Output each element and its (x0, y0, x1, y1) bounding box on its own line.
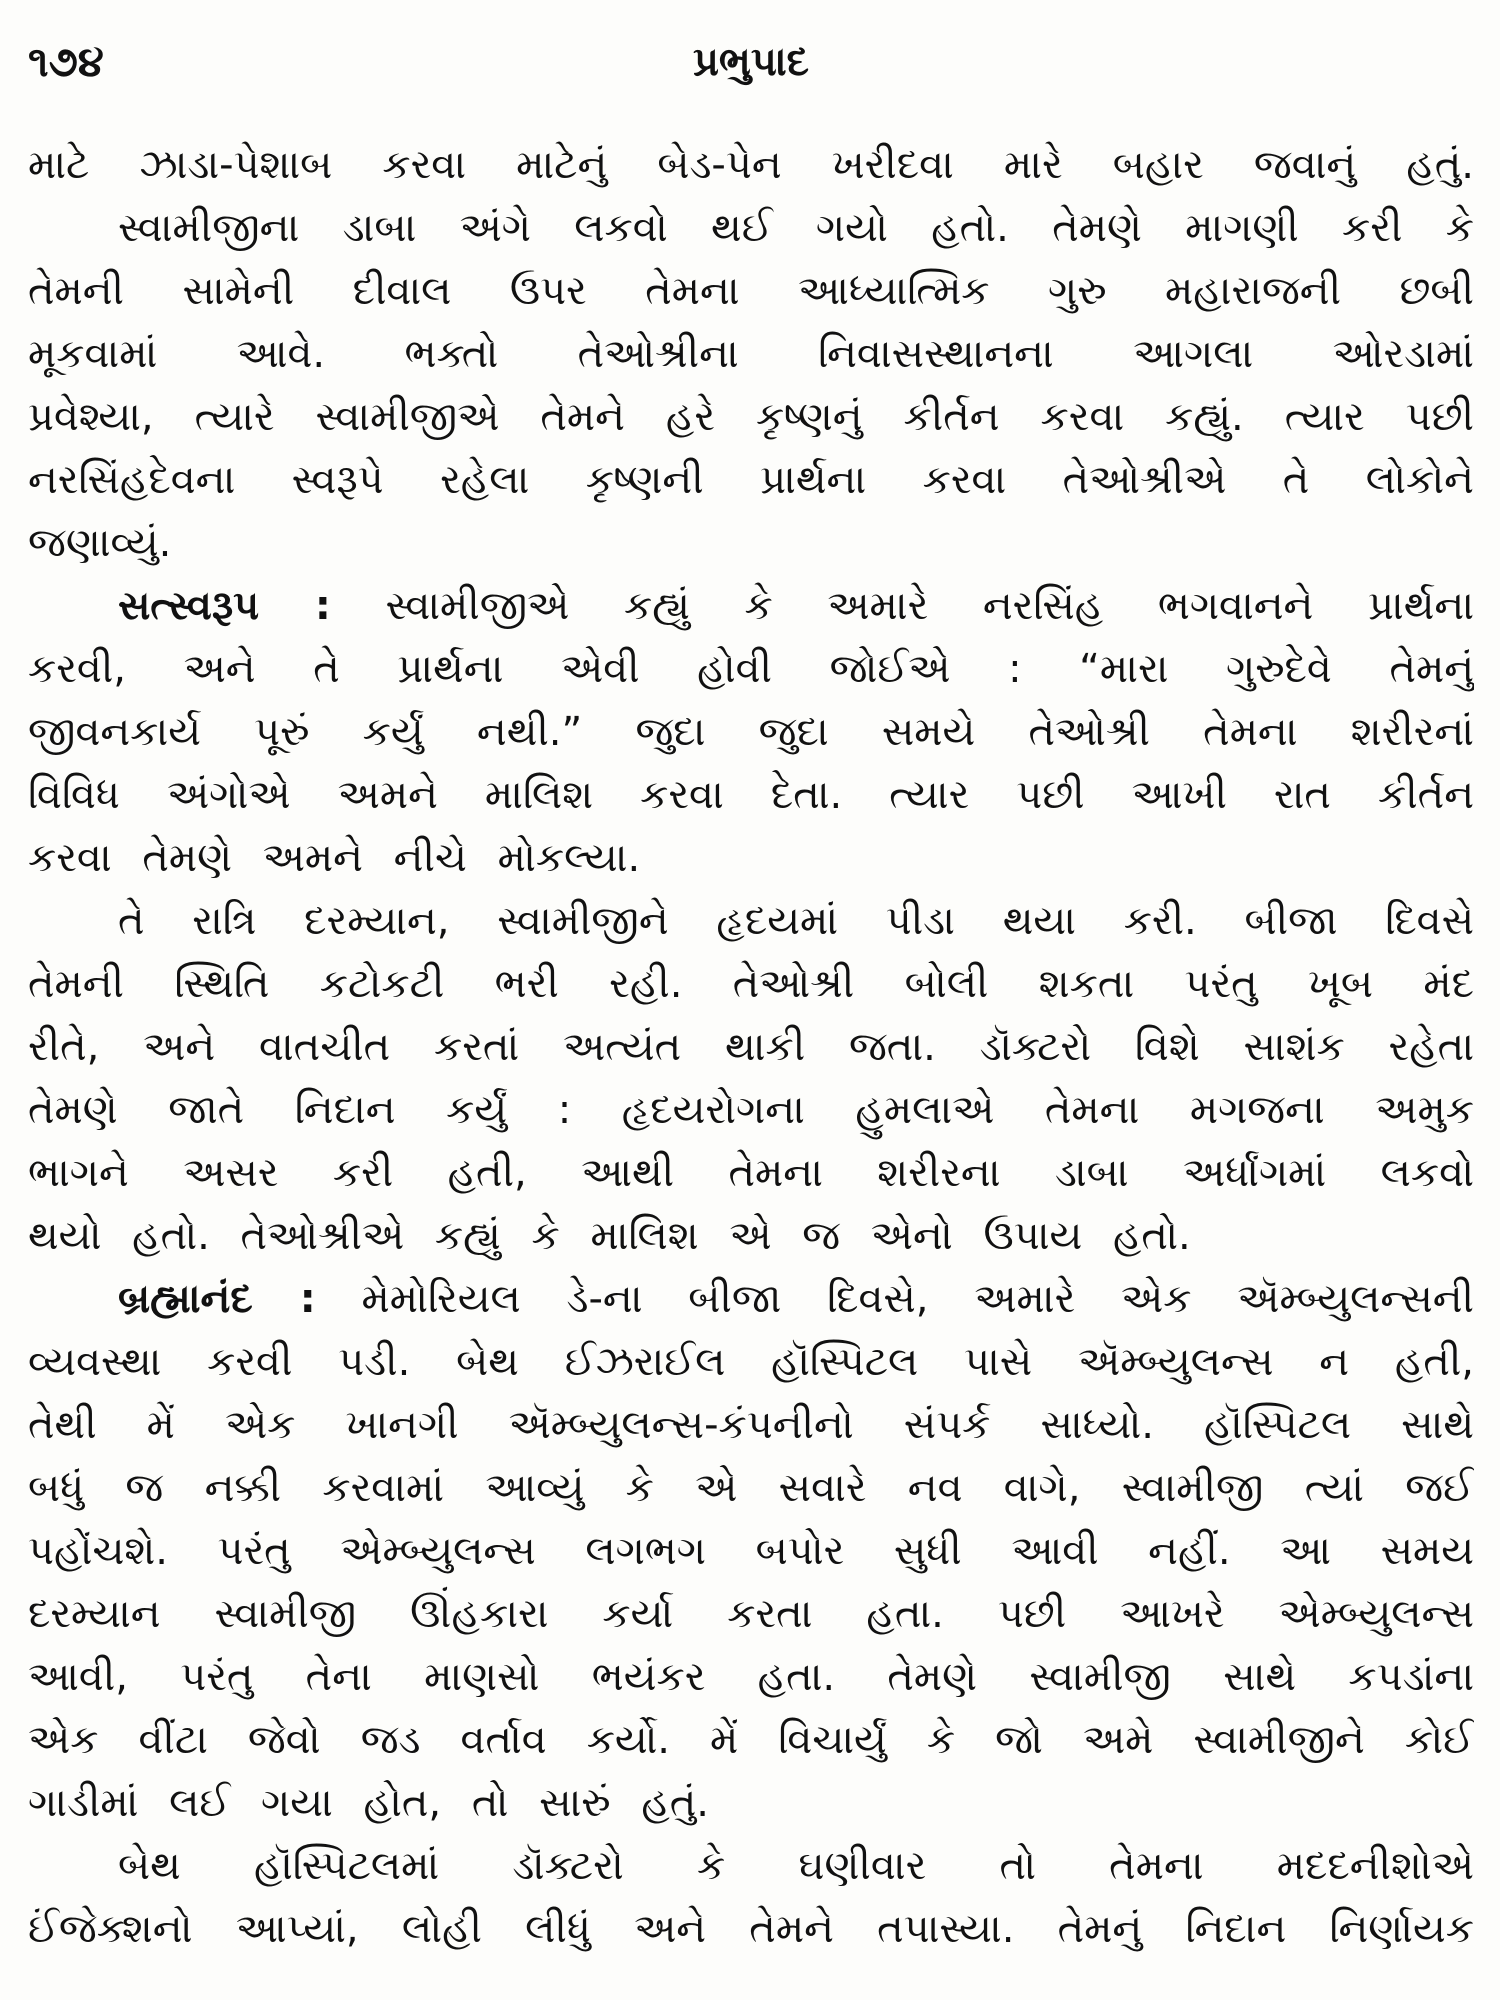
line-text: રીતે, અને વાતચીત કરતાં અત્યંત થાકી જતા. ડૉક્ટરો વિશે સાશંક રહેતા (28, 1024, 1474, 1070)
text-line (28, 1331, 1474, 1394)
text-line (28, 701, 1474, 764)
line-text: વિવિધ અંગોએ અમને માલિશ કરવા દેતા. ત્યાર પછી આખી રાત કીર્તન (28, 772, 1474, 818)
line-text: જણાવ્યું. (28, 520, 172, 566)
line-text: થયો હતો. તેઓશ્રીએ કહ્યું કે માલિશ એ જ એનો ઉપાય હતો. (28, 1213, 1191, 1259)
text-line (28, 1142, 1474, 1205)
text-line (28, 323, 1474, 386)
line-text: નરસિંહદેવના સ્વરૂપે રહેલા કૃષ્ણની પ્રાર્થના કરવા તેઓશ્રીએ તે લોકોને (28, 457, 1474, 503)
line-text: બધું જ નક્કી કરવામાં આવ્યું કે એ સવારે નવ વાગે, સ્વામીજી ત્યાં જઈ (28, 1465, 1474, 1511)
text-line (28, 1394, 1474, 1457)
text-line (28, 449, 1474, 512)
text-line (28, 764, 1474, 827)
text-line (28, 1079, 1474, 1142)
line-text: ઈંજેક્શનો આપ્યાં, લોહી લીધું અને તેમને તપાસ્યા. તેમનું નિદાન નિર્ણાયક (28, 1906, 1474, 1952)
text-line (28, 575, 1474, 638)
text-line (28, 1898, 1474, 1961)
page-number: ૧૭૪ (28, 37, 104, 86)
line-text: તેથી મેં એક ખાનગી ઍમ્બ્યુલન્સ-કંપનીનો સંપર્ક સાધ્યો. હૉસ્પિટલ સાથે (28, 1402, 1474, 1448)
line-text: તે રાત્રિ દરમ્યાન, સ્વામીજીને હૃદયમાં પીડા થયા કરી. બીજા દિવસે (118, 898, 1474, 944)
speaker-name: સત્સ્વરૂપ : (118, 583, 331, 629)
text-line (28, 512, 1474, 575)
speaker-name: બ્રહ્માનંદ : (118, 1276, 316, 1322)
line-text: તેમણે જાતે નિદાન કર્યું : હૃદયરોગના હુમલાએ તેમના મગજના અમુક (28, 1087, 1474, 1133)
text-line (28, 1268, 1474, 1331)
text-line (28, 134, 1474, 197)
text-line (28, 1772, 1474, 1835)
text-line (28, 1016, 1474, 1079)
line-text: કરવા તેમણે અમને નીચે મોકલ્યા. (28, 835, 641, 881)
text-line (28, 1646, 1474, 1709)
line-text: મેમોરિયલ ડે-ના બીજા દિવસે, અમારે એક ઍમ્બ્યુલન્સની (361, 1276, 1474, 1322)
text-line (28, 890, 1474, 953)
line-text: તેમની સામેની દીવાલ ઉપર તેમના આધ્યાત્મિક ગુરુ મહારાજની છબી (28, 268, 1474, 314)
page-header (28, 30, 1474, 94)
line-text: વ્યવસ્થા કરવી પડી. બેથ ઈઝરાઈલ હૉસ્પિટલ પાસે ઍમ્બ્યુલન્સ ન હતી, (28, 1339, 1474, 1385)
text-line (28, 1457, 1474, 1520)
text-line (28, 260, 1474, 323)
text-line (28, 638, 1474, 701)
text-line (28, 1520, 1474, 1583)
text-line (28, 1205, 1474, 1268)
line-text: એક વીંટા જેવો જડ વર્તાવ કર્યો. મેં વિચાર્યું કે જો અમે સ્વામીજીને કોઈ (28, 1717, 1474, 1763)
line-text: દરમ્યાન સ્વામીજી ઊંહકારા કર્યા કરતા હતા. પછી આખરે એમ્બ્યુલન્સ (28, 1591, 1474, 1637)
line-text: જીવનકાર્ય પૂરું કર્યું નથી.” જુદા જુદા સમયે તેઓશ્રી તેમના શરીરનાં (28, 709, 1474, 755)
text-line (28, 197, 1474, 260)
line-text: મૂકવામાં આવે. ભક્તો તેઓશ્રીના નિવાસસ્થાનના આગલા ઓરડામાં (28, 331, 1474, 377)
line-text: પહોંચશે. પરંતુ એમ્બ્યુલન્સ લગભગ બપોર સુધી આવી નહીં. આ સમય (28, 1528, 1474, 1574)
line-text: આવી, પરંતુ તેના માણસો ભયંકર હતા. તેમણે સ્વામીજી સાથે કપડાંના (28, 1654, 1474, 1700)
line-text: ભાગને અસર કરી હતી, આથી તેમના શરીરના ડાબા અર્ધાંગમાં લકવો (28, 1150, 1474, 1196)
line-text: પ્રવેશ્યા, ત્યારે સ્વામીજીએ તેમને હરે કૃષ્ણનું કીર્તન કરવા કહ્યું. ત્યાર પછી (28, 394, 1474, 440)
line-text: તેમની સ્થિતિ કટોકટી ભરી રહી. તેઓશ્રી બોલી શકતા પરંતુ ખૂબ મંદ (28, 961, 1474, 1007)
running-title: પ્રભુપાદ (692, 39, 810, 85)
line-text: માટે ઝાડા-પેશાબ કરવા માટેનું બેડ-પેન ખરીદવા મારે બહાર જવાનું હતું. (28, 142, 1474, 188)
line-text: બેથ હૉસ્પિટલમાં ડૉક્ટરો કે ઘણીવાર તો તેમના મદદનીશોએ (118, 1843, 1474, 1889)
text-line (28, 953, 1474, 1016)
line-text: કરવી, અને તે પ્રાર્થના એવી હોવી જોઈએ : “મારા ગુરુદેવે તેમનું (28, 646, 1474, 692)
text-line (28, 1835, 1474, 1898)
line-text: સ્વામીજીના ડાબા અંગે લકવો થઈ ગયો હતો. તેમણે માગણી કરી કે (118, 205, 1474, 251)
text-line (28, 1709, 1474, 1772)
text-line (28, 827, 1474, 890)
text-line (28, 386, 1474, 449)
line-text: ગાડીમાં લઈ ગયા હોત, તો સારું હતું. (28, 1780, 709, 1826)
text-line (28, 1583, 1474, 1646)
page-body (28, 134, 1474, 1961)
line-text: સ્વામીજીએ કહ્યું કે અમારે નરસિંહ ભગવાનને પ્રાર્થના (385, 583, 1474, 629)
